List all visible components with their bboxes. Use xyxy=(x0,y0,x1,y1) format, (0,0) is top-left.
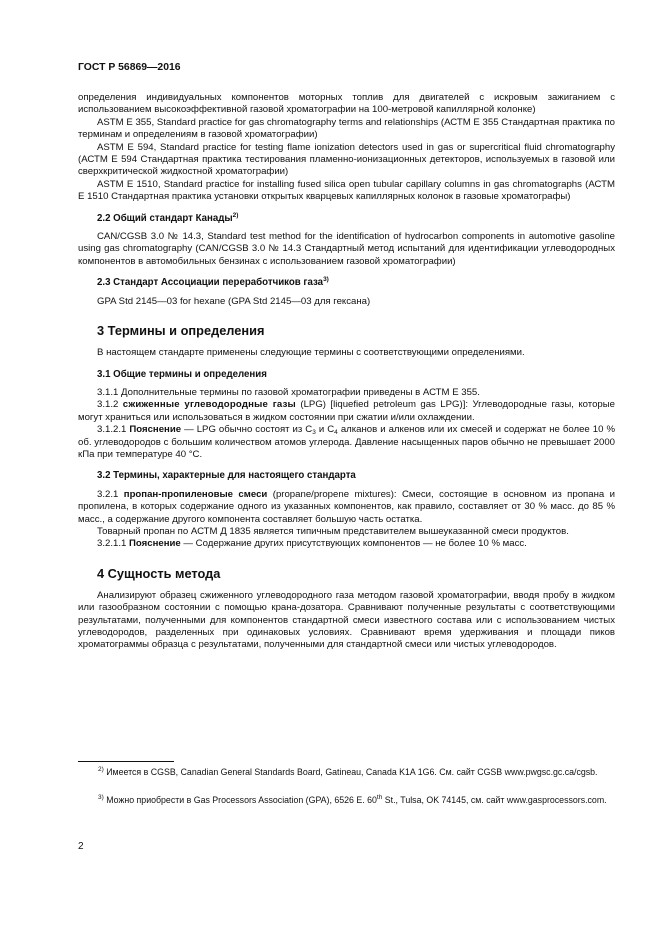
reference-can-cgsb: CAN/CGSB 3.0 № 14.3, Standard test method for the identification of hydrocarbon components in automotive gasoline using gas chromatography (CAN/CGSB 3.0 № 14.3 Стандартный метод испытаний для идентификации углеводородных компонентов в автомобильных бензинах с использованием газовой хроматографии) xyxy=(78,231,615,267)
term-3-2-1-example: Товарный пропан по АСТМ Д 1835 является типичным представителем вышеуказанной смеси продуктов. xyxy=(97,525,569,537)
subsection-3-2-heading: 3.2 Термины, характерные для настоящего стандарта xyxy=(97,470,356,482)
subsection-3-1-heading: 3.1 Общие термины и определения xyxy=(97,368,267,380)
note-3-1-2-1: 3.1.2.1 Пояснение — LPG обычно состоят из $C_3$ и $C_4$ алканов и алкенов или их смесей и содержат не более 10 % об. углеводородов с большим количеством атомов углерода. Давление насыщенных паров обычно не превышает 2000 кПа при температуре 40 °С. xyxy=(78,424,615,460)
term-3-1-1: 3.1.1 Дополнительные термины по газовой хроматографии приведены в АСТМ Е 355. xyxy=(97,386,480,398)
term-3-2-1: 3.2.1 пропан-пропиленовые смеси (propane/propene mixtures): Смеси, состоящие в основном из пропана и пропилена, в которых содержание одного из указанных компонентов, как правило, составляет от 30 % масс. до 85 % масс., а содержание другого компонента составляет большую часть остатка. xyxy=(78,488,615,525)
section-3-heading: 3 Термины и определения xyxy=(97,323,265,339)
term-3-1-2: 3.1.2 сжиженные углеводородные газы (LPG) [liquefied petroleum gas LPG)]: Углеводородные газы, которые могут храниться или использоваться в жидком состоянии при сжатии и/или охлаждении. xyxy=(78,399,615,423)
section-3-intro: В настоящем стандарте применены следующие термины с соответствующими определениями. xyxy=(97,347,525,359)
section-4-body: Анализируют образец сжиженного углеводородного газа методом газовой хроматографии, вводя пробу в жидком или газообразном состоянии с помощью крана-дозатора. Сравнивают полученные результаты с соответствующими результатами, полученными для компонентов стандартной смеси известного состава или с использованием чистых углеводородов, разделенных при одинаковых условиях. Сравнивают время удерживания и площади пиков хроматограммы образца с результатами, полученными для стандартной смеси или чистых углеводородов. xyxy=(78,589,615,651)
subsection-2-3-heading: 2.3 Стандарт Ассоциации переработчиков газа$^{3)}$ xyxy=(97,276,329,289)
footnote-2: $^{2)}$ Имеется в CGSB, Canadian General Standards Board, Gatineau, Canada K1A 1G6. См. сайт CGSB www.pwgsc.gc.ca/cgsb. xyxy=(98,766,598,777)
term-lpg: сжиженные углеводородные газы xyxy=(122,399,296,411)
reference-astm-e594: ASTM E 594, Standard practice for testing flame ionization detectors used in gas or supercritical fluid chromatography (АСТМ Е 594 Стандартная практика тестирования пламенно-ионизационных детекторов, используемых в газовой или сверхкритической жидкостной хроматографии) xyxy=(78,141,615,178)
subsection-2-2-heading: 2.2 Общий стандарт Канады$^{2)}$ xyxy=(97,211,239,224)
reference-astm-e355: ASTM E 355, Standard practice for gas chromatography terms and relationships (АСТМ Е 355 Стандартная практика по терминам и определениям в газовой хроматографии) xyxy=(78,116,615,141)
note-3-2-1-1: 3.2.1.1 Пояснение — Содержание других присутствующих компонентов — не более 10 % масс. xyxy=(97,538,527,550)
page-number: 2 xyxy=(78,841,84,852)
section-4-heading: 4 Сущность метода xyxy=(97,565,221,581)
document-header: ГОСТ Р 56869—2016 xyxy=(78,62,181,73)
footnote-3: $^{3)}$ Можно приобрести в Gas Processors Association (GPA), 6526 E. 60th St., Tulsa, OK 74145, см. сайт www.gasprocessors.com. xyxy=(98,794,607,805)
paragraph-continuation: определения индивидуальных компонентов моторных топлив для двигателей с искровым зажиганием с использованием высокоэффективной газовой хроматографии на 100-метровой капиллярной колонке) xyxy=(78,92,615,116)
reference-astm-e1510: ASTM E 1510, Standard practice for installing fused silica open tubular capillary columns in gas chromatographs (АСТМ Е 1510 Стандартная практика установки открытых кварцевых капиллярных колонок в газовые хроматографы) xyxy=(78,178,615,203)
term-propane-propene: пропан-пропиленовые смеси xyxy=(123,488,268,500)
document-body xyxy=(78,92,615,652)
reference-gpa: GPA Std 2145—03 for hexane (GPA Std 2145—03 для гексана) xyxy=(97,295,371,307)
footnote-separator xyxy=(78,761,174,762)
